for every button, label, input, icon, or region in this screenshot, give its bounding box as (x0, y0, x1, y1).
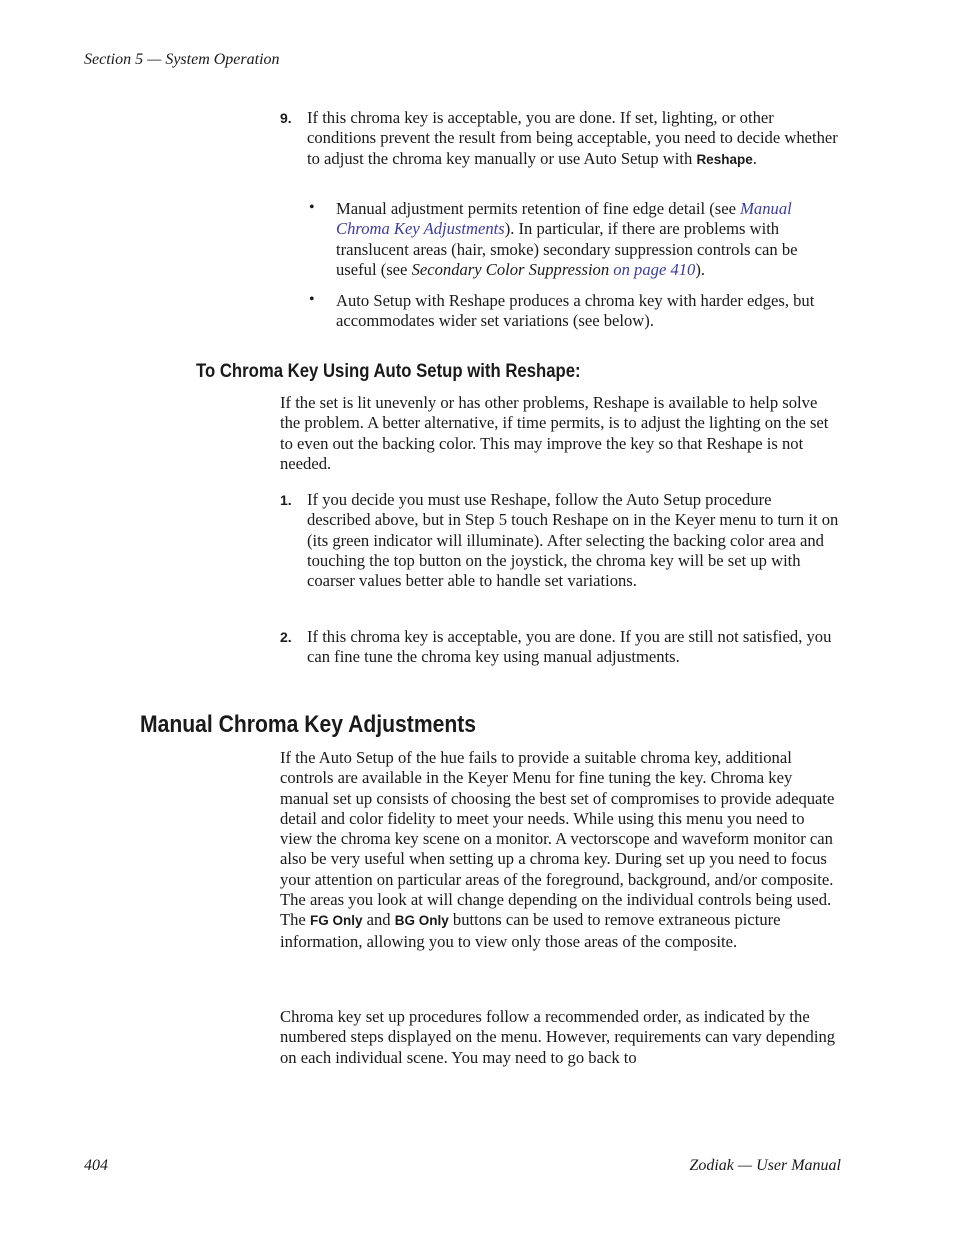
step-1-number: 1. (280, 492, 292, 508)
fg-only-button-ref: FG Only (309, 913, 363, 929)
step-9-text (307, 108, 839, 170)
bullet-1-text: Manual adjustment permits retention of fine edge detail (see (336, 199, 741, 218)
manual-para-1-b: buttons can be used to remove extraneous picture information, allowing you to view only those areas of the composite. (280, 910, 781, 951)
page-number: 404 (84, 1157, 108, 1174)
link-manual-chroma-key-adjustments[interactable]: Manual Chroma Key Adjustments (336, 199, 792, 239)
step-9-body: If this chroma key is acceptable, you are done. If set, lighting, or other conditions prevent the result from being acceptable, you need to decide whether to adjust the chroma key manually or use Auto Setup with (307, 108, 838, 168)
bullet-1-mid: ). In particular, if there are problems with translucent areas (hair, smoke) secondary suppression controls can be useful (see (336, 219, 798, 279)
bullet-mark: • (309, 199, 315, 216)
ref-secondary-color-suppression: Secondary Color Suppression (411, 259, 610, 279)
manual-para-2: Chroma key set up procedures follow a recommended order, as indicated by the numbered steps displayed on the menu. However, requirements can vary depending on each individual scene. You may need to go back to (280, 1007, 836, 1067)
step-9-end: . (752, 148, 757, 168)
bullet-manual-adjustment (336, 199, 839, 280)
manual-para-1-a: If the Auto Setup of the hue fails to provide a suitable chroma key, additional controls are available in the Keyer Menu for fine tuning the key. Chroma key manual set up consists of choosing the best set of compromises to provide adequate detail and color fidelity to meet your needs. While using this menu you need to view the chroma key scene on a monitor. A vectorscope and waveform monitor can also be very useful when setting up a chroma key. During set up you need to focus your attention on particular areas of the foreground, background, and/or composite. The areas you look at will change depending on the individual controls being used. The (280, 748, 835, 930)
bg-only-button-ref: BG Only (394, 913, 449, 929)
step-2-text: If this chroma key is acceptable, you are done. If you are still not satisfied, you can fine tune the chroma key using manual adjustments. (307, 627, 832, 667)
reshape-intro: If the set is lit unevenly or has other problems, Reshape is available to help solve the problem. A better alternative, if time permits, is to adjust the lighting on the set to even out the backing color. This may improve the key so that Reshape is not needed. (280, 393, 829, 473)
bullet-mark: • (309, 291, 315, 308)
manual-title: Zodiak — User Manual (689, 1157, 841, 1174)
bullet-auto-setup: Auto Setup with Reshape produces a chroma key with harder edges, but accommodates wider set variations (see below). (336, 291, 815, 331)
bullet-1-end: ). (695, 259, 706, 279)
manual-para-1 (280, 748, 839, 952)
reshape-heading: To Chroma Key Using Auto Setup with Reshape: (196, 361, 581, 382)
step-2-number: 2. (280, 629, 292, 645)
running-header: Section 5 — System Operation (84, 51, 280, 68)
step-1-text: If you decide you must use Reshape, follow the Auto Setup procedure described above, but in Step 5 touch Reshape on in the Keyer menu to turn it on (its green indicator will illuminate). After selecting the backing color area and touching the top button on the joystick, the chroma key will be set up with coarser values better able to handle set variations. (307, 490, 839, 591)
step-9-number: 9. (280, 110, 292, 126)
link-page-410[interactable]: on page 410 (609, 259, 696, 279)
manual-para-1-and: and (362, 910, 395, 930)
reshape-button-ref: Reshape (696, 151, 753, 167)
manual-adjustments-heading: Manual Chroma Key Adjustments (140, 711, 477, 738)
